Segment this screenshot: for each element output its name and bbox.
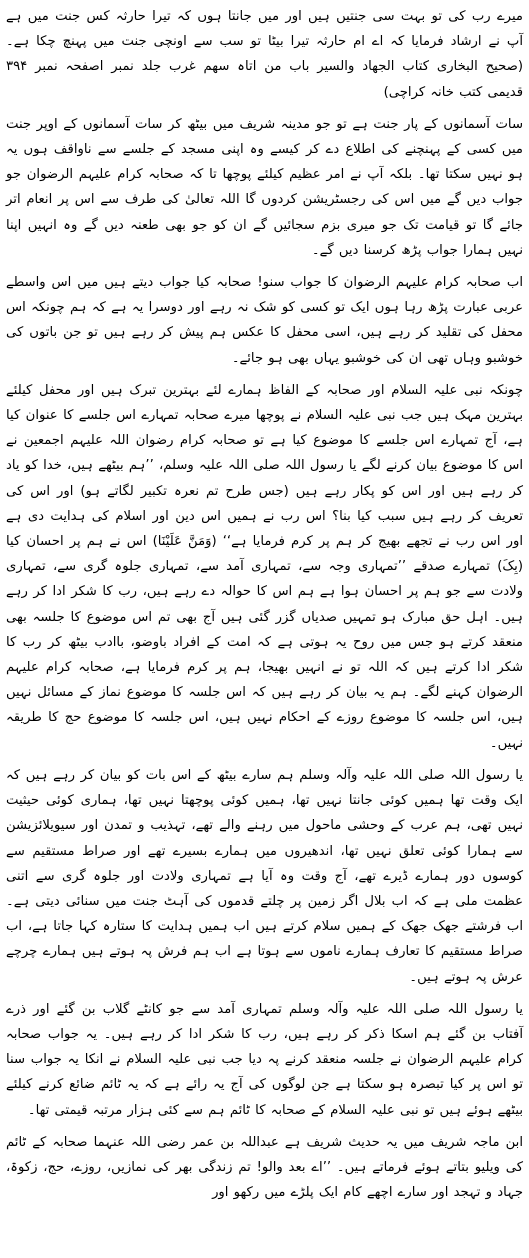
paragraph-thorns-to-roses: یا رسول اللہ صلی اللہ علیہ وآلہ وسلم تمہاری آمد سے جو کانٹے گلاب بن گئے اور ذرے آفتاب بن گئے ہم اسکا ذکر کر رہے ہیں، رب کا شکر ادا کر رہے ہیں۔ یہ جواب صحابہ کرام علیہم الرضوان نے جلسہ منعقد کرنے پہ دیا جب نبی علیہ السلام نے انکا یہ جواب سنا تو اس پر کیا تبصرہ ہو سکتا ہے جن لوگوں کی آج یہ رائے ہے کہ یہ ٹائم ضائع کرنے کیلئے بیٹھے ہوئے ہیں تو نبی علیہ السلام کے صحابہ کا ٹائم ہم سے کئی ہزار مرتبہ قیمتی تھا۔ <box>6 1001 523 1118</box>
paragraph-seven-heavens: سات آسمانوں کے پار جنت ہے تو جو مدینہ شریف میں بیٹھ کر سات آسمانوں کے اوپر جنت میں کسی کے پہنچنے کی اطلاع دے کر کیسے وہ اپنی مسجد کے جلسے سے ناواقف ہوں یہ ہو نہیں سکتا تھا۔ بلکہ آپ نے امر عظیم کیلئے پوچھا تا کہ صحابہ کرام علیہم الرضوان جو جواب دیں گے میں اس کی رجسٹریشن کردوں گا اللہ تعالیٰ کی طرف سے اس پر انعام اتر جائے گا تو قیامت تک جو میری بزم سجائیں گے ان کو جو بھی طعنہ دیں گے وہ انہیں اپنا نہیں ہمارا جواب پڑھ کرسنا دیں گے۔ <box>6 116 523 258</box>
paragraph-hadith-haritha: میرے رب کی تو بہت سی جنتیں ہیں اور میں جانتا ہوں کہ تیرا حارثہ کس جنت میں ہے آپ نے ارشاد فرمایا کہ اے ام حارثہ تیرا بیٹا تو سب سے اونچی جنت میں پہنچ چکا ہے۔ (صحیح البخاری کتاب الجھاد والسیر باب من اتاہ سھم غرب جلد نمبر اصفحہ نمبر ۳۹۴ قدیمی کتب خانہ کراچی) <box>6 9 523 100</box>
paragraph-companions-answer: اب صحابہ کرام علیہم الرضوان کا جواب سنو! صحابہ کیا جواب دیتے ہیں میں اس واسطے عربی عبارت پڑھ رہا ہوں ایک تو کسی کو شک نہ رہے اور دوسرا یہ ہے کہ ہم چونکہ اس محفل کی تقلید کر رہے ہیں، اسی محفل کا عکس ہم پیش کر رہے ہیں تو جن باتوں کی خوشبو وہاں تھی ان کی خوشبو یہاں بھی ہو جائے۔ <box>6 275 523 366</box>
paragraph-before-and-after: یا رسول اللہ صلی اللہ علیہ وآلہ وسلم ہم سارے بیٹھ کے اس بات کو بیان کر رہے ہیں کہ ایک وقت تھا ہمیں کوئی جانتا نہیں تھا، ہمیں کوئی پوچھتا نہیں تھا، ہماری کوئی حیثیت نہیں تھی، ہم عرب کے وحشی ماحول میں رہنے والے تھے، تہذیب و تمدن اور سیویلائزیشن سے ہمارا کوئی تعلق نہیں تھا، اندھیروں میں ہمارے بسیرے تھے اور صراط مستقیم سے کوسوں دور ہمارے ڈیرے تھے، آج وقت وہ آیا ہے تمہاری ولادت اور جلوہ گری سے اتنی عظمت ملی ہے کہ اب بلال اگر زمین پر چلتے قدموں کی آہٹ جنت میں سنائی دیتی ہے۔ اب فرشتے جھک جھک کے ہمیں سلام کرتے ہیں اب ہمیں ہدایت کا ستارہ کہا جاتا ہے، اب صراط مستقیم کا تعارف ہمارے ناموں سے ہوتا ہے اب ہم فرش پہ ہوتے ہیں ہمارے چرچے عرش پہ ہوتے ہیں۔ <box>6 767 523 985</box>
paragraph-ibn-majah: ابن ماجہ شریف میں یہ حدیث شریف ہے عبداللہ بن عمر رضی اللہ عنہما صحابہ کے ٹائم کی ویلیو بتاتے ہوئے فرماتے ہیں۔ ’’اے بعد والو! تم زندگی بھر کی نمازیں، روزے، حج، زکوۃ، جہاد و تہجد اور سارے اچھے کام ایک پلڑے میں رکھو اور <box>6 1134 523 1201</box>
paragraph-gathering-topic: چونکہ نبی علیہ السلام اور صحابہ کے الفاظ ہمارے لئے بہترین تبرک ہیں اور محفل کیلئے بہترین مہک ہیں جب نبی علیہ السلام نے پوچھا میرے صحابہ تمہارے اس جلسے کا عنوان کیا ہے، آج تمہارے اس جلسے کا موضوع کیا ہے تو صحابہ کرام رضوان اللہ علیہم اجمعین نے اس کا موضوع بیان کرنے لگے یا رسول اللہ صلی اللہ علیہ وسلم، ’’ہم بیٹھے ہیں، خدا کو یاد کر رہے ہیں اور اس کو پکار رہے ہیں (جس طرح تم نعرہ تکبیر لگاتے ہو) اور اس کی تعریف کر رہے ہیں سبب کیا بنا؟ اس رب نے ہمیں اس دین اور اسلام کی ہدایت دی ہے اور اس رب نے تجھے بھیج کر ہم پر کرم فرمایا ہے‘‘ (وَمَنَّ عَلَيْنَا) اس نے ہم پر احسان کیا (بِکَ) تمہارے صدقے ’’تمہاری وجہ سے، تمہاری آمد سے، تمہاری جلوہ گری سے، تمہاری ولادت سے جو ہم پر احسان ہوا ہے ہم اس کا حوالہ دے رہے ہیں، رب کا شکر ادا کر رہے ہیں۔ اہل حق مبارک ہو تمہیں صدیاں گزر گئی ہیں آج بھی تم اس موضوع کا جلسہ بھی منعقد کرتے ہو جس میں روح یہ ہوتی ہے کہ امت کے افراد باوضو، باادب بیٹھ کر رب کا شکر ادا کرتے ہیں کہ اللہ تو نے انہیں بھیجا، ہم پر کرم فرمایا ہے، صحابہ کرام علیہم الرضوان کہنے لگے۔ ہم یہ بیان کر رہے ہیں کہ اس جلسہ کا موضوع نماز کے مسائل نہیں ہیں، اس جلسہ کا موضوع روزے کے احکام نہیں ہیں، اس جلسہ کا موضوع حج کا طریقہ نہیں۔ <box>6 382 523 751</box>
